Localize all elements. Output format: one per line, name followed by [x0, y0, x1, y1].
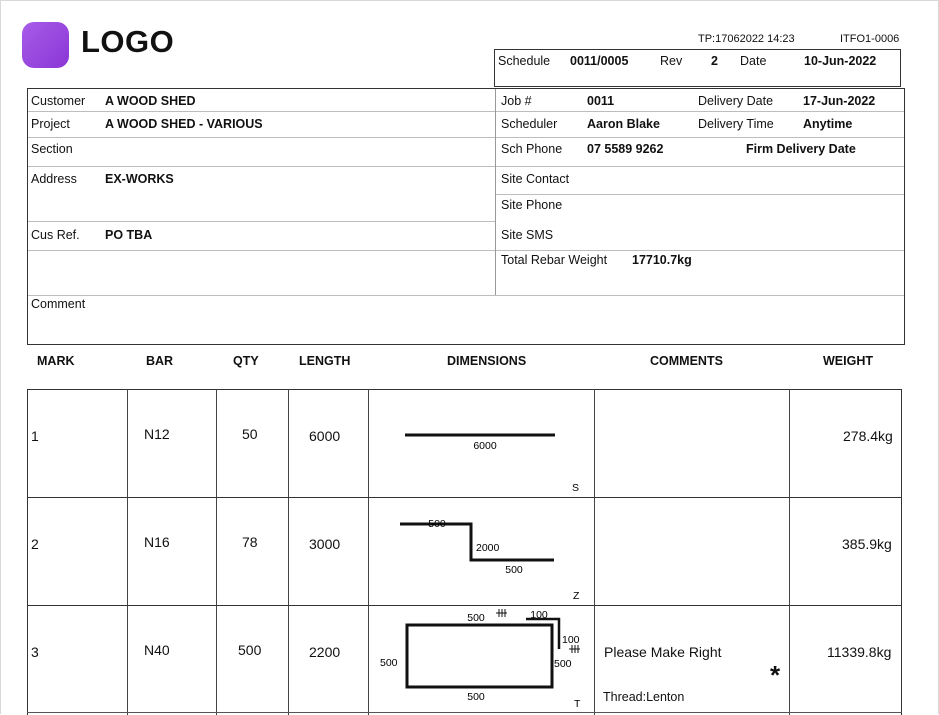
- thread-mark-top: [496, 609, 507, 617]
- col-divider: [127, 389, 128, 715]
- dimension-label: 500: [505, 564, 523, 576]
- project-label: Project: [31, 117, 70, 131]
- row-3-weight: 11339.8kg: [827, 644, 892, 660]
- col-divider: [288, 389, 289, 715]
- divider: [496, 166, 904, 167]
- dimension-label: 500: [380, 657, 398, 669]
- col-divider: [216, 389, 217, 715]
- delivery-date-label: Delivery Date: [698, 94, 774, 108]
- row-2-qty: 78: [242, 534, 258, 550]
- firm-delivery-label: Firm Delivery Date: [746, 142, 856, 156]
- divider: [28, 166, 495, 167]
- row-1-bar: N12: [144, 426, 170, 442]
- rev-label: Rev: [660, 54, 683, 68]
- bar-segment: [407, 625, 552, 687]
- delivery-time-value: Anytime: [803, 117, 853, 131]
- row-2-bar: N16: [144, 534, 170, 550]
- row-3-star: *: [770, 660, 781, 690]
- col-mark: MARK: [37, 354, 75, 368]
- divider: [496, 111, 904, 112]
- dimension-label: 100: [562, 634, 580, 646]
- job-label: Job #: [501, 94, 532, 108]
- col-dimensions: DIMENSIONS: [447, 354, 527, 368]
- row-3-bar: N40: [144, 642, 170, 658]
- row-3-qty: 500: [238, 642, 262, 658]
- delivery-time-label: Delivery Time: [698, 117, 774, 131]
- col-weight: WEIGHT: [823, 354, 873, 368]
- schedule-label: Schedule: [498, 54, 551, 68]
- dimension-label: 500: [554, 658, 572, 670]
- divider: [28, 250, 495, 251]
- address-label: Address: [31, 172, 77, 186]
- sch-phone-value: 07 5589 9262: [587, 142, 664, 156]
- shape-code: S: [572, 482, 580, 494]
- comment-label: Comment: [31, 297, 86, 311]
- sch-phone-label: Sch Phone: [501, 142, 563, 156]
- row-1-shape-diagram: [369, 390, 594, 497]
- project-value: A WOOD SHED - VARIOUS: [105, 117, 263, 131]
- col-qty: QTY: [233, 354, 259, 368]
- shape-code: T: [574, 698, 581, 710]
- divider: [28, 221, 495, 222]
- dimension-label: 500: [428, 518, 446, 530]
- divider: [28, 295, 904, 296]
- timestamp-code: TP:17062022 14:23: [698, 33, 795, 45]
- cusref-label: Cus Ref.: [31, 228, 80, 242]
- customer-label: Customer: [31, 94, 86, 108]
- divider: [28, 137, 495, 138]
- delivery-date-value: 17-Jun-2022: [803, 94, 876, 108]
- row-3-thread: Thread:Lenton: [603, 690, 685, 704]
- row-2-weight: 385.9kg: [842, 536, 892, 552]
- row-3-shape-diagram: [369, 606, 594, 713]
- rev-value: 2: [711, 54, 718, 68]
- total-weight-label: Total Rebar Weight: [501, 253, 608, 267]
- logo-text: LOGO: [81, 24, 175, 59]
- row-3-mark: 3: [31, 644, 39, 660]
- cusref-value: PO TBA: [105, 228, 153, 242]
- site-sms-label: Site SMS: [501, 228, 554, 242]
- schedule-value: 0011/0005: [570, 54, 629, 68]
- date-value: 10-Jun-2022: [804, 54, 877, 68]
- total-weight-value: 17710.7kg: [632, 253, 692, 267]
- shape-code: Z: [573, 590, 580, 602]
- dimension-label: 100: [530, 609, 548, 621]
- col-divider: [594, 389, 595, 715]
- dimension-label: 2000: [476, 542, 500, 554]
- divider: [496, 250, 904, 251]
- address-value: EX-WORKS: [105, 172, 174, 186]
- dimension-label: 500: [467, 691, 485, 703]
- row-3-comment: Please Make Right: [604, 644, 722, 660]
- divider: [496, 137, 904, 138]
- col-divider: [789, 389, 790, 715]
- col-length: LENGTH: [299, 354, 351, 368]
- logo-mark: [22, 22, 69, 68]
- col-bar: BAR: [146, 354, 174, 368]
- thread-mark-side: [569, 645, 580, 653]
- scheduler-label: Scheduler: [501, 117, 558, 131]
- row-1-mark: 1: [31, 428, 39, 444]
- customer-value: A WOOD SHED: [105, 94, 196, 108]
- row-1-weight: 278.4kg: [843, 428, 893, 444]
- scheduler-value: Aaron Blake: [587, 117, 660, 131]
- row-3-length: 2200: [309, 644, 341, 660]
- info-divider: [495, 89, 496, 295]
- row-2-length: 3000: [309, 536, 341, 552]
- divider: [496, 194, 904, 195]
- col-comments: COMMENTS: [650, 354, 723, 368]
- date-label: Date: [740, 54, 767, 68]
- site-phone-label: Site Phone: [501, 198, 563, 212]
- row-2-mark: 2: [31, 536, 39, 552]
- site-contact-label: Site Contact: [501, 172, 570, 186]
- dimension-label: 500: [467, 612, 485, 624]
- row-1-qty: 50: [242, 426, 258, 442]
- job-value: 0011: [587, 94, 615, 108]
- document-code: ITFO1-0006: [840, 33, 900, 45]
- dimension-label: 6000: [473, 440, 497, 452]
- divider: [28, 111, 495, 112]
- section-label: Section: [31, 142, 73, 156]
- row-1-length: 6000: [309, 428, 341, 444]
- row-2-shape-diagram: [369, 498, 594, 605]
